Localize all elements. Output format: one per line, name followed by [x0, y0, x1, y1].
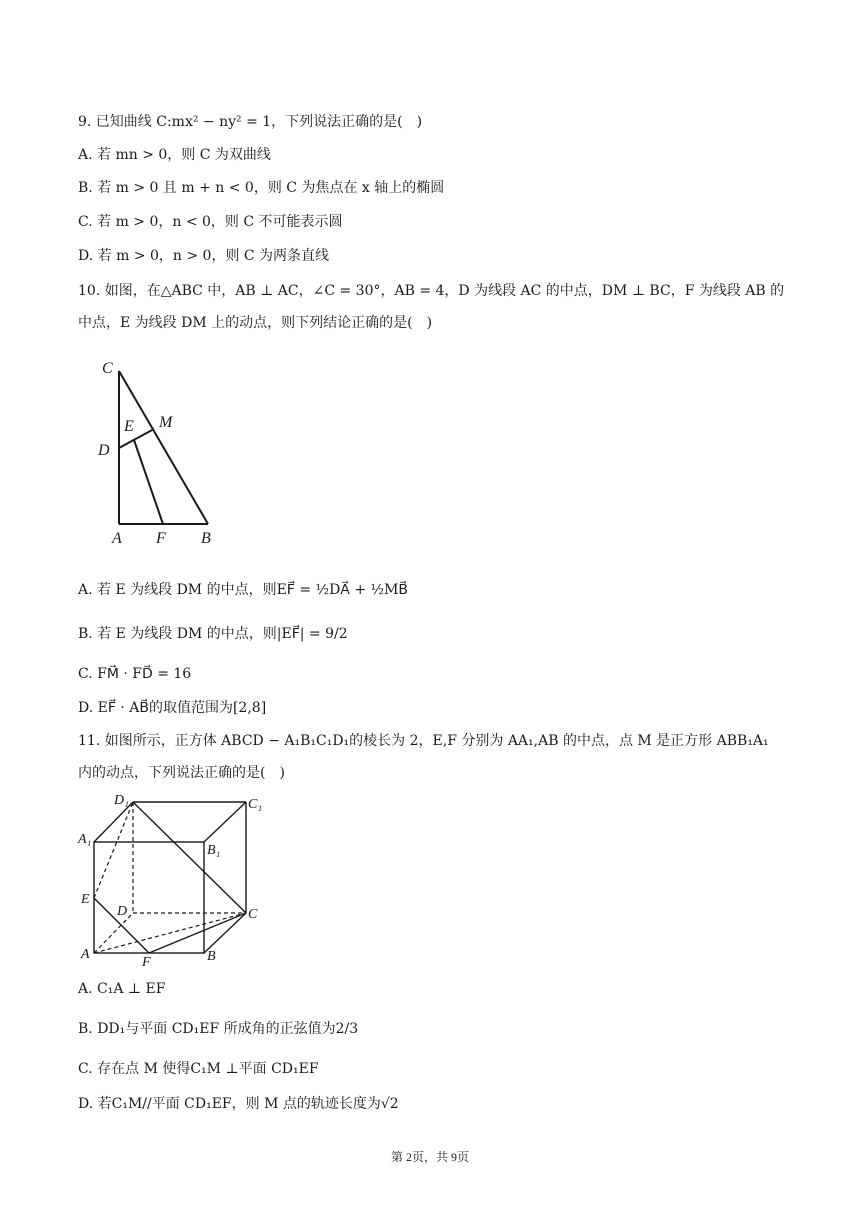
- q10-option-c: C. FM⃗ · FD⃗ = 16: [78, 666, 192, 682]
- page-footer: 第 2页，共 9页: [390, 1150, 469, 1164]
- edge-a1d1: [94, 802, 133, 842]
- label-a1: A₁: [78, 832, 92, 847]
- label-a: A: [112, 530, 122, 547]
- q11-option-a: A. C₁A ⊥ EF: [78, 981, 166, 997]
- label-f: F: [156, 530, 166, 547]
- segment-ef: [134, 440, 163, 524]
- label-d: D: [117, 904, 128, 919]
- q11-stem-line2: 内的动点，下列说法正确的是( ): [78, 765, 285, 781]
- q11-option-d: D. 若C₁M//平面 CD₁EF，则 M 点的轨迹长度为√2: [78, 1096, 399, 1112]
- label-m: M: [159, 414, 173, 431]
- q9-option-a: A. 若 mn > 0，则 C 为双曲线: [78, 147, 271, 163]
- edge-ad-hidden: [94, 913, 133, 953]
- q9-option-b: B. 若 m > 0 且 m + n < 0，则 C 为焦点在 x 轴上的椭圆: [78, 180, 445, 196]
- label-f: F: [142, 955, 151, 970]
- q9-stem: 9. 已知曲线 C:mx² − ny² = 1，下列说法正确的是( ): [78, 114, 423, 130]
- label-c: C: [248, 907, 258, 922]
- label-a: A: [81, 947, 90, 962]
- label-b1: B₁: [207, 843, 221, 858]
- q10-option-d: D. EF⃗ · AB⃗的取值范围为[2,8]: [78, 700, 267, 716]
- q9-option-c: C. 若 m > 0，n < 0，则 C 不可能表示圆: [78, 214, 343, 230]
- q10-option-b: B. 若 E 为线段 DM 的中点，则|EF⃗| = 9/2: [78, 626, 348, 642]
- q11-stem-line1: 11. 如图所示，正方体 ABCD − A₁B₁C₁D₁的棱长为 2，E,F 分别为 AA₁,AB 的中点，点 M 是正方形 ABB₁A₁: [78, 733, 769, 749]
- q11-option-c: C. 存在点 M 使得C₁M ⊥平面 CD₁EF: [78, 1061, 319, 1077]
- q10-triangle-figure: [90, 355, 230, 550]
- label-e: E: [81, 892, 90, 907]
- label-b: B: [201, 530, 211, 547]
- q11-cube-figure: [76, 790, 266, 975]
- q10-stem-line2: 中点，E 为线段 DM 上的动点，则下列结论正确的是( ): [78, 315, 433, 331]
- side-bc: [119, 371, 208, 524]
- edge-b1c1: [204, 802, 246, 842]
- segment-ac-hidden: [94, 913, 246, 953]
- q9-option-d: D. 若 m > 0，n > 0，则 C 为两条直线: [78, 248, 330, 264]
- segment-ed1: [94, 802, 133, 898]
- label-e: E: [124, 418, 134, 435]
- label-d: D: [98, 442, 110, 459]
- segment-fc: [149, 913, 246, 953]
- q10-stem-line1: 10. 如图，在△ABC 中，AB ⊥ AC，∠C = 30°，AB = 4，D 为线段 AC 的中点，DM ⊥ BC，F 为线段 AB 的: [78, 283, 785, 299]
- label-c1: C₁: [248, 797, 263, 812]
- q11-option-b: B. DD₁与平面 CD₁EF 所成角的正弦值为2/3: [78, 1021, 359, 1037]
- label-c: C: [102, 360, 113, 377]
- q10-option-a: A. 若 E 为线段 DM 的中点，则EF⃗ = ½DA⃗ + ½MB⃗: [78, 582, 409, 598]
- label-b: B: [207, 949, 216, 964]
- label-d1: D₁: [114, 793, 129, 808]
